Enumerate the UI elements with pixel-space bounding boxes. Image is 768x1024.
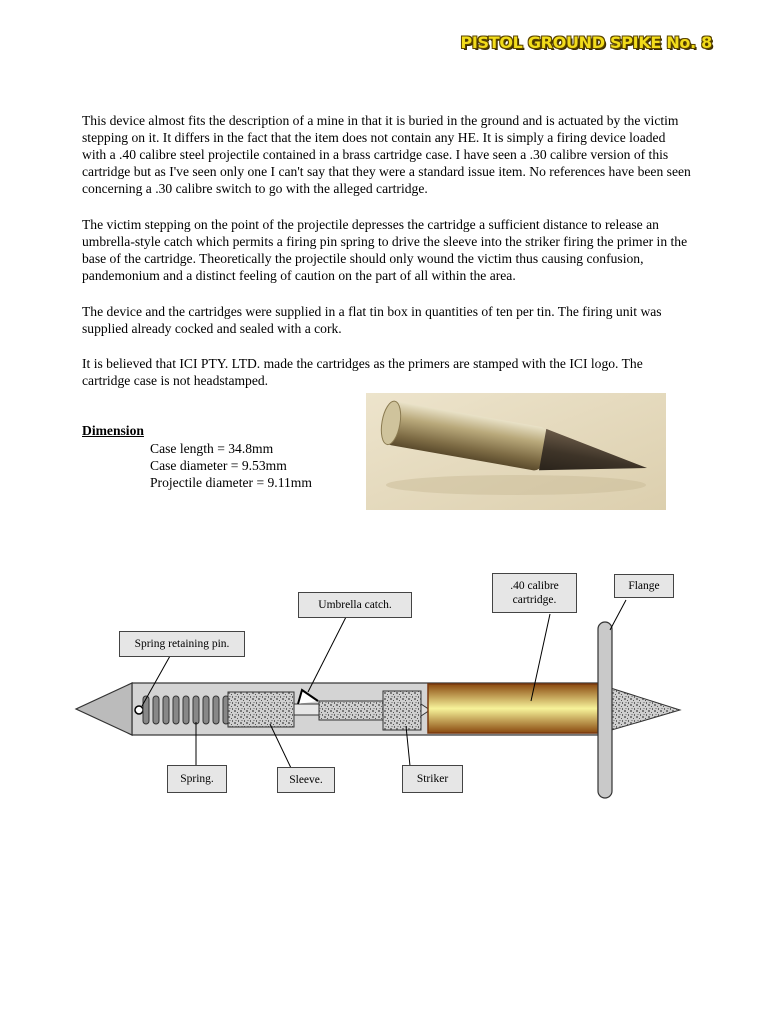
sleeve <box>228 692 294 727</box>
cartridge-photo <box>366 393 666 510</box>
cartridge-label-line1: .40 calibre <box>510 580 559 592</box>
striker-label: Striker <box>402 765 463 793</box>
spring-label: Spring. <box>167 765 227 793</box>
striker <box>383 691 421 730</box>
dimension-heading: Dimension <box>82 423 144 438</box>
left-point <box>76 683 132 735</box>
page-title: PISTOL GROUND SPIKE No. 8 <box>460 33 712 52</box>
paragraph-operation: The victim stepping on the point of the projectile depresses the cartridge a sufficient distance to release an umbrella-style catch which permits a firing pin spring to drive the sleeve into the striker firing the primer in the base of the cartridge. Theoretically the projectile should only wound the victim thus causing confusion, pandemonium and a distinct feeling of caution on the part of all within the area. <box>82 217 688 283</box>
case-diameter: Case diameter = 9.53mm <box>150 458 287 473</box>
paragraph-supply: The device and the cartridges were supplied in a flat tin box in quantities of ten per tin. The firing unit was supplied already cocked and sealed with a cork. <box>82 304 662 336</box>
cartridge-label <box>492 573 577 613</box>
paragraph-manufacturer: It is believed that ICI PTY. LTD. made the cartridges as the primers are stamped with the ICI logo. The cartridge case is not headstamped. <box>82 356 643 388</box>
spring-retaining-pin-label: Spring retaining pin. <box>119 631 245 657</box>
sleeve-label: Sleeve. <box>277 767 335 793</box>
spring-coils <box>143 696 229 724</box>
umbrella-catch-label: Umbrella catch. <box>298 592 412 618</box>
cartridge <box>428 684 598 733</box>
dimension-list <box>150 440 312 491</box>
paragraph-description: This device almost fits the description of a mine in that it is buried in the ground and is actuated by the victim stepping on it. It differs in the fact that the item does not contain any HE. It is simply a firing device loaded with a .40 calibre steel projectile contained in a brass cartridge case. I have seen a .30 calibre version of this cartridge but as I've seen only one I can't say that they were a standard issue item. No references have been seen concerning a .30 calibre switch to go with the alleged cartridge. <box>82 113 691 196</box>
projectile-diameter: Projectile diameter = 9.11mm <box>150 475 312 490</box>
case-length: Case length = 34.8mm <box>150 441 274 456</box>
cartridge-label-line2: cartridge. <box>512 594 557 606</box>
flange-label: Flange <box>614 574 674 598</box>
retaining-pin <box>135 706 143 714</box>
flange <box>598 622 612 798</box>
